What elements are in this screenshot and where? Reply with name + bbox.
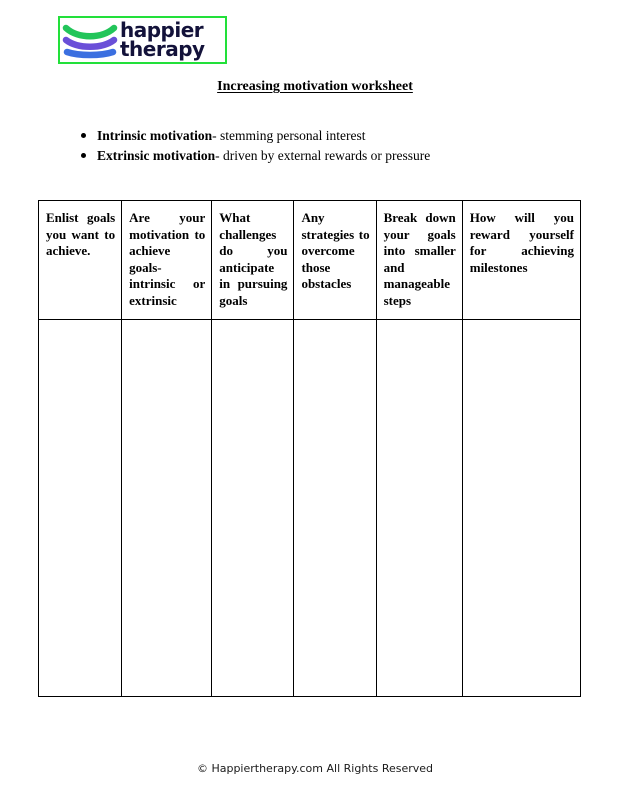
logo-wordmark-line-1: happier xyxy=(120,17,204,42)
table-header-row xyxy=(39,201,581,320)
logo-wordmark-line-2: therapy xyxy=(120,36,205,61)
column-header-strategies: Any strategies to overcome those obstacles xyxy=(294,201,376,320)
answer-cell-break-down-goals[interactable] xyxy=(376,320,462,697)
definition-term: Extrinsic motivation xyxy=(97,148,216,163)
column-header-break-down-goals: Break down your goals into smaller and manageable steps xyxy=(376,201,462,320)
column-header-motivation-type: Are your motivation to achieve goals- intrinsic or extrinsic xyxy=(122,201,212,320)
answer-cell-reward[interactable] xyxy=(462,320,580,697)
table-row xyxy=(39,320,581,697)
copyright-footer: © Happiertherapy.com All Rights Reserved xyxy=(196,762,434,775)
motivation-definitions-list xyxy=(74,126,514,166)
column-header-challenges: What challenges do you anticipate in pursuing goals xyxy=(212,201,294,320)
definition-term: Intrinsic motivation xyxy=(97,128,213,143)
column-header-enlist-goals: Enlist goals you want to achieve. xyxy=(39,201,122,320)
brand-logo xyxy=(58,16,227,64)
answer-cell-enlist-goals[interactable] xyxy=(39,320,122,697)
worksheet-table xyxy=(38,200,581,697)
column-header-reward: How will you reward yourself for achieving milestones xyxy=(462,201,580,320)
answer-cell-challenges[interactable] xyxy=(212,320,294,697)
list-item xyxy=(74,146,514,165)
logo-waves-icon xyxy=(62,19,118,61)
answer-cell-motivation-type[interactable] xyxy=(122,320,212,697)
answer-cell-strategies[interactable] xyxy=(294,320,376,697)
definition-description: - stemming personal interest xyxy=(212,128,366,143)
page-title: Increasing motivation worksheet xyxy=(217,79,413,94)
logo-wordmark xyxy=(118,17,225,61)
list-item xyxy=(74,126,514,145)
definition-description: - driven by external rewards or pressure xyxy=(215,148,431,163)
